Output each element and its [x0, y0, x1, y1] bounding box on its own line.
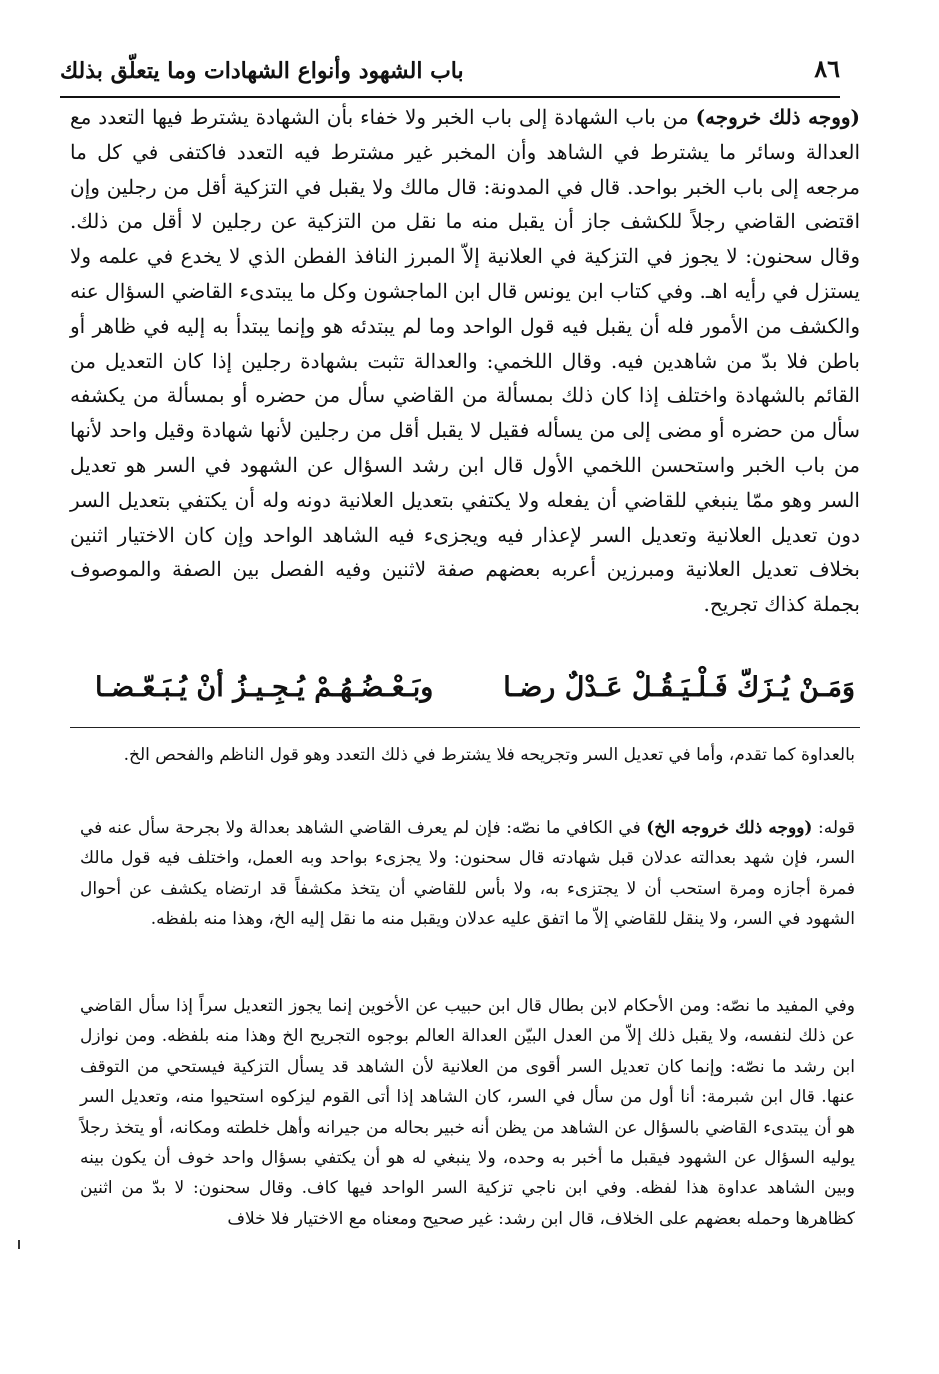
footnote-paragraph-1: بالعداوة كما تقدم، وأما في تعديل السر وتجريحه فلا يشترط في ذلك التعدد وهو قول الناظم والفحص الخ. — [123, 745, 855, 765]
footnote-paragraph-3: وفي المفيد ما نصّه: ومن الأحكام لابن بطال قال ابن حبيب عن الأخوين إنما يجوز التعديل سراً إذا سأل القاضي عن ذلك لنفسه، ولا يقبل ذلك إلاّ من العدل البيّن العدالة العالم بوجوه التجريح الخ وهذا منه بلفظه. ومن نوازل ابن رشد ما نصّه: وإنما كان تعديل السر أقوى من العلانية لأن الشاهد قد يسأل التزكية فيستحي من التوقف عنها. قال ابن شبرمة: أنا أول من سأل في السر، كان الشاهد إذا أتى القوم ليزكوه استحيوا منه، وتعديل السر هو أن يبتدىء القاضي بالسؤال عن الشاهد من يظن أنه خبير بحاله من جيرانه وأهل خلطته ومكانه، أو يتخذ رجلاً يوليه السؤال عن الشهود فيقبل ما أخبر به وحده، ولا ينبغي له هو أن يكتفي بسؤال واحد خوف أن يكون بينه وبين الشاهد عداوة هذا لفظه. وفي ابن ناجي تزكية السر الواحد فيها كاف. وقال سحنون: لا بدّ من اثنين كظاهرها وحمله بعضهم على الخلاف، قال ابن رشد: غير صحيح ومعناه مع الاختيار فلا خلاف — [80, 996, 855, 1229]
running-title: باب الشهود وأنواع الشهادات وما يتعلّق بذلك — [60, 58, 464, 84]
footnote-2-lead-phrase: (ووجه ذلك خروجه الخ) — [646, 818, 813, 838]
main-body-text: من باب الشهادة إلى باب الخبر ولا خفاء بأن الشهادة يشترط فيها التعدد مع العدالة وسائر ما يشترط في الشاهد وأن المخبر غير مشترط فيه التعدد فاكتفى في كل ما مرجعه إلى باب الخبر بواحد. قال في المدونة: قال مالك ولا يقبل في التزكية أقل من رجلين وإن اقتضى القاضي رجلاً للكشف جاز أن يقبل منه ما نقل من التزكية عن رجلين لا أقل من ذلك. وقال سحنون: لا يجوز في التزكية في العلانية إلاّ المبرز النافذ الفطن الذي لا يخدع في علمه ولا يستزل في رأيه اهـ. وفي كتاب ابن يونس قال ابن الماجشون وكل ما يبتدىء القاضي السؤال عنه والكشف من الأمور فله أن يقبل فيه قول الواحد وما لم يبتدئه هو وإنما يبتدأ به إليه في ظاهر أو باطن فلا بدّ من شاهدين فيه. وقال اللخمي: والعدالة تثبت بشهادة رجلين إذا كان التعديل من القائم بالشهادة واختلف إذا كان ذلك بمسألة من القاضي سأل من حضره أو بمسألة من يكشفه سأل من حضره أو مضى إلى من يسأله فقيل لا يقبل أقل من رجلين لأنها شهادة وقيل واحد لأنها من باب الخبر واستحسن اللخمي الأول قال ابن رشد السؤال عن الشهود في السر هو تعديل السر وهو ممّا ينبغي للقاضي أن يفعله ولا يكتفي بتعديل العلانية دونه وله أن يكتفي بتعديل السر دون تعديل العلانية وتعديل السر لإعذار فيه ويجزىء فيه الشاهد الواحد وإن كان الاختيار اثنين بخلاف تعديل العلانية ومبرزين أعربه بعضهم صفة لاثنين وفيه الفصل بين الصفة والموصوف بجملة كذاك تجريح. — [70, 105, 860, 617]
verse-line — [95, 665, 855, 715]
main-paragraph — [70, 100, 860, 622]
page-header — [60, 54, 840, 98]
verse-second-hemistich: وبَـعْـضُـهُـمْ يُـجِـيـزُ أنْ يُـبَـعّـضـا — [95, 672, 434, 703]
main-lead-phrase: (ووجه ذلك خروجه) — [695, 105, 860, 129]
footnote-2-text: في الكافي ما نصّه: فإن لم يعرف القاضي الشاهد بعدالة ولا بجرحة سأل عنه في السر، فإن شهد بعدالته عدلان قبل شهادته قال سحنون: ولا يجزىء بواحد وبه العمل، واختلف فيه قول مالك فمرة أجازه ومرة استحب أن لا يجتزىء به، ولا بأس للقاضي أن يتخذ مكشفاً قد ارتضاه يكشف عن أحوال الشهود في السر، ولا ينقل للقاضي إلاّ ما اتفق عليه عدلان ويقبل منه ما نقل إليه الخ، وهذا منه بلفظه. — [80, 818, 855, 930]
footnote-paragraph-2 — [80, 813, 855, 935]
verse-first-hemistich: وَمَـنْ يُـزَكّ فَـلْـيَـقُـلْ عَـدْلٌ رضـا — [503, 672, 855, 703]
scan-artifact-mark — [18, 1240, 20, 1249]
footnote-divider — [70, 727, 860, 728]
footnote-2-prefix: قوله: — [812, 818, 855, 838]
page-number: ٨٦ — [814, 54, 840, 83]
